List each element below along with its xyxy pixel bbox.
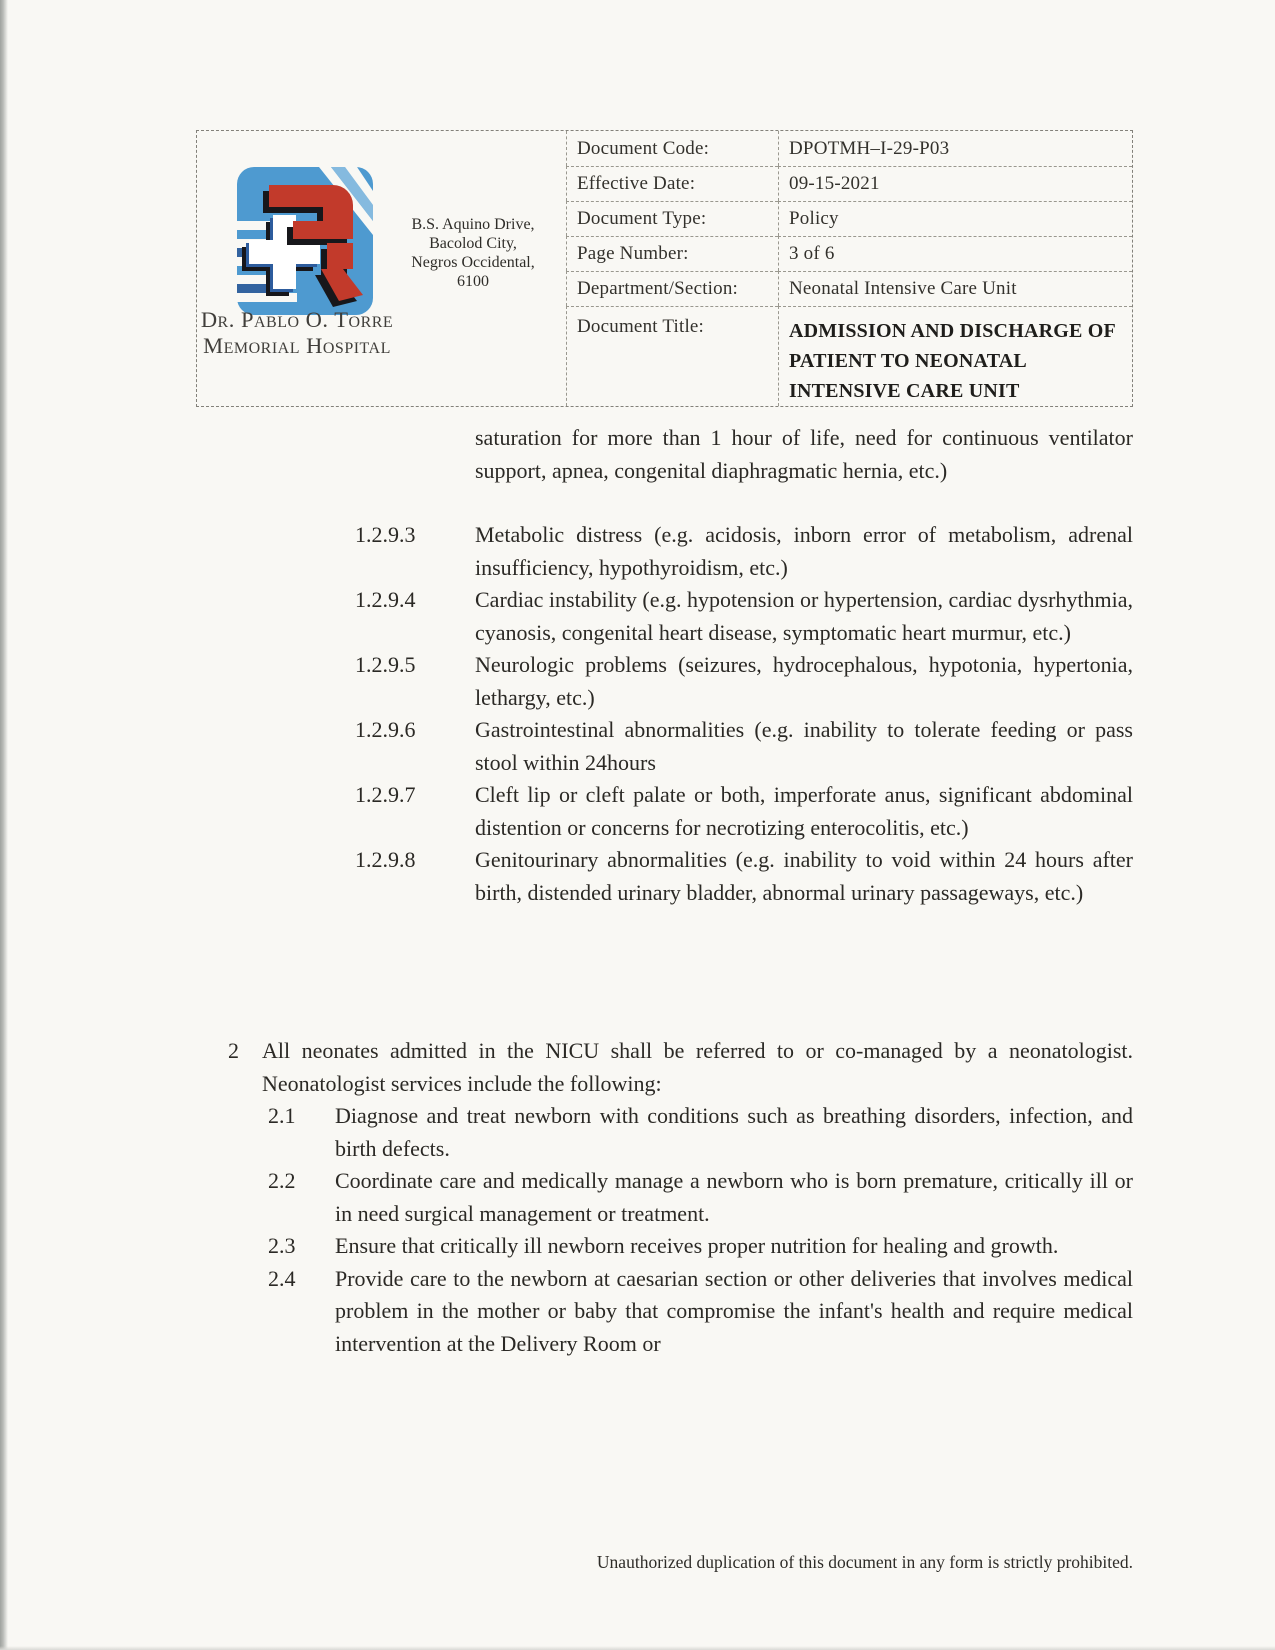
item-text: Metabolic distress (e.g. acidosis, inborn error of metabolism, adrenal insufficiency, hypothyroidism, etc.) (475, 522, 1133, 580)
header-value-document-title (778, 306, 1132, 406)
item-number: 1.2.9.8 (355, 847, 416, 872)
item-number: 1.2.9.6 (355, 717, 416, 742)
item-number: 2.4 (268, 1265, 296, 1291)
hospital-identity-cell (197, 131, 566, 406)
header-label-document-type: Document Type: (566, 201, 778, 236)
item-number: 1.2.9.5 (355, 652, 416, 677)
header-value-page-number: 3 of 6 (778, 236, 1132, 271)
scan-edge-bottom (0, 1646, 1275, 1650)
item-text: Provide care to the newborn at caesarian section or other deliveries that involves medical problem in the mother or baby that compromise the infant's health and require medical intervention at the Delivery Room or (335, 1265, 1133, 1356)
header-label-document-code: Document Code: (566, 131, 778, 166)
list-item (355, 519, 1133, 584)
item-text: Diagnose and treat newborn with conditions such as breathing disorders, infection, and birth defects. (335, 1103, 1133, 1161)
section-2-intro (228, 1035, 1133, 1100)
list-item (355, 844, 1133, 909)
address-line: B.S. Aquino Drive, (411, 216, 535, 233)
header-label-document-title: Document Title: (566, 306, 778, 406)
item-text: Genitourinary abnormalities (e.g. inability to void within 24 hours after birth, distended urinary bladder, abnormal urinary passageways, etc.) (475, 847, 1133, 905)
item-number: 2.1 (268, 1103, 296, 1128)
hospital-name (199, 307, 395, 359)
header-value-document-type: Policy (778, 201, 1132, 236)
address-line: Negros Occidental, (411, 254, 535, 271)
section-number: 2 (228, 1038, 239, 1063)
numbered-items-level2 (268, 1100, 1133, 1360)
header-label-department-section: Department/Section: (566, 271, 778, 306)
hospital-name-line: Dr. Pablo O. Torre (200, 307, 394, 332)
header-label-effective-date: Effective Date: (566, 166, 778, 201)
scan-edge-left (0, 0, 8, 1650)
list-item (268, 1165, 1133, 1230)
header-value-document-code: DPOTMH–I-29-P03 (778, 131, 1132, 166)
item-number: 1.2.9.7 (355, 782, 416, 807)
list-item (355, 779, 1133, 844)
numbered-items-level3 (355, 519, 1133, 909)
header-label-page-number: Page Number: (566, 236, 778, 271)
list-item (355, 584, 1133, 649)
footer-notice: Unauthorized duplication of this document in any form is strictly prohibited. (596, 1552, 1133, 1572)
address-line: 6100 (457, 273, 489, 290)
item-text: Cardiac instability (e.g. hypotension or hypertension, cardiac dysrhythmia, cyanosis, congenital heart disease, symptomatic heart murmur, etc.) (475, 587, 1134, 645)
section-2 (228, 1035, 1133, 1360)
item-text: Ensure that critically ill newborn receives proper nutrition for healing and growth. (335, 1233, 1059, 1258)
item-number: 2.2 (268, 1168, 296, 1193)
item-text: Coordinate care and medically manage a newborn who is born premature, critically ill or in need surgical management or treatment. (335, 1168, 1133, 1226)
header-value-department-section: Neonatal Intensive Care Unit (778, 271, 1132, 306)
item-text: Cleft lip or cleft palate or both, imperforate anus, significant abdominal distention or concerns for necrotizing enterocolitis, etc.) (475, 782, 1133, 840)
list-item (268, 1263, 1133, 1361)
hospital-name-line: Memorial Hospital (203, 333, 391, 358)
item-number: 1.2.9.4 (355, 587, 416, 612)
header-value-effective-date: 09-15-2021 (778, 166, 1132, 201)
continuation-paragraph: saturation for more than 1 hour of life, need for continuous ventilator support, apnea, congenital diaphragmatic hernia, etc.) (475, 425, 1133, 483)
item-number: 1.2.9.3 (355, 522, 416, 547)
address-line: Bacolod City, (429, 235, 517, 252)
hospital-logo-icon (229, 165, 379, 320)
document-title-text: ADMISSION AND DISCHARGE OF PATIENT TO NEONATAL INTENSIVE CARE UNIT (789, 320, 1116, 402)
item-number: 2.3 (268, 1233, 296, 1258)
list-item (355, 714, 1133, 779)
item-text: Neurologic problems (seizures, hydrocephalous, hypotonia, hypertonia, lethargy, etc.) (475, 652, 1133, 710)
list-item (355, 649, 1133, 714)
hospital-address (403, 215, 543, 291)
list-item (268, 1100, 1133, 1165)
section-text: All neonates admitted in the NICU shall be referred to or co-managed by a neonatologist. Neonatologist services include the following: (262, 1038, 1133, 1096)
document-header-table (196, 130, 1133, 407)
list-item (268, 1230, 1133, 1263)
item-text: Gastrointestinal abnormalities (e.g. inability to tolerate feeding or pass stool within 24hours (475, 717, 1133, 775)
